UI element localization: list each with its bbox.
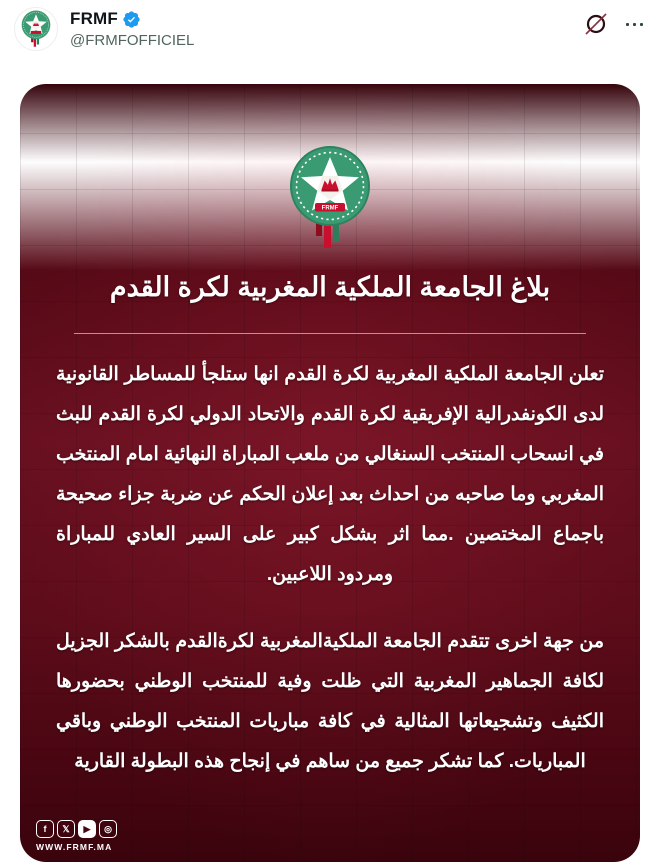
statement-image[interactable] [20,84,640,862]
social-icons-row [36,820,117,838]
statement-content [20,84,640,862]
website-url: WWW.FRMF.MA [36,842,113,852]
statement-paragraph-1: تعلن الجامعة الملكية المغربية لكرة القدم انها ستلجأ للمساطر القانونية لدى الكونفدرالية الإفريقية لكرة القدم والاتحاد الدولي لكرة القدم للبث في انسحاب المنتخب السنغالي من ملعب المباراة النهائية امام المنتخب المغربي وما صاحبه من احداث بعد إعلان الحكم عن ضربة جزاء صحيحة باجماع المختصين .مما اثر بشكل كبير على السير العادي للمباراة ومردود اللاعبين. [56,364,604,585]
header-actions [584,7,647,36]
statement-title: بلاغ الجامعة الملكية المغربية لكرة القدم [109,272,551,302]
statement-paragraph-2: من جهة اخرى تتقدم الجامعة الملكيةالمغربية لكرةالقدم بالشكر الجزيل لكافة الجماهير المغربية التي ظلت وفية للمنتخب الوطني بحضورها الكثيف وتشجيعاتها المثالية في كافة مباريات المنتخب الوطني وباقي المباريات. كما تشكر جميع من ساهم في إنجاح هذه البطولة القارية [56,631,604,772]
avatar[interactable] [14,7,58,51]
user-identity [70,7,194,49]
x-twitter-icon: 𝕏 [57,820,75,838]
statement-body [20,334,640,782]
verified-badge-icon [122,10,141,29]
facebook-icon: f [36,820,54,838]
instagram-icon: ◎ [99,820,117,838]
crest-frmf-label: FRMF [321,205,339,212]
more-options-button[interactable] [622,19,647,30]
display-name[interactable]: FRMF [70,9,119,28]
frmf-logo-avatar-icon [17,9,55,49]
grok-icon[interactable] [584,12,608,36]
card-footer [36,820,117,852]
youtube-icon: ▶ [78,820,96,838]
frmf-crest-icon [278,144,382,250]
tweet-header [0,0,659,84]
user-handle[interactable]: @FRMFOFFICIEL [70,32,195,49]
